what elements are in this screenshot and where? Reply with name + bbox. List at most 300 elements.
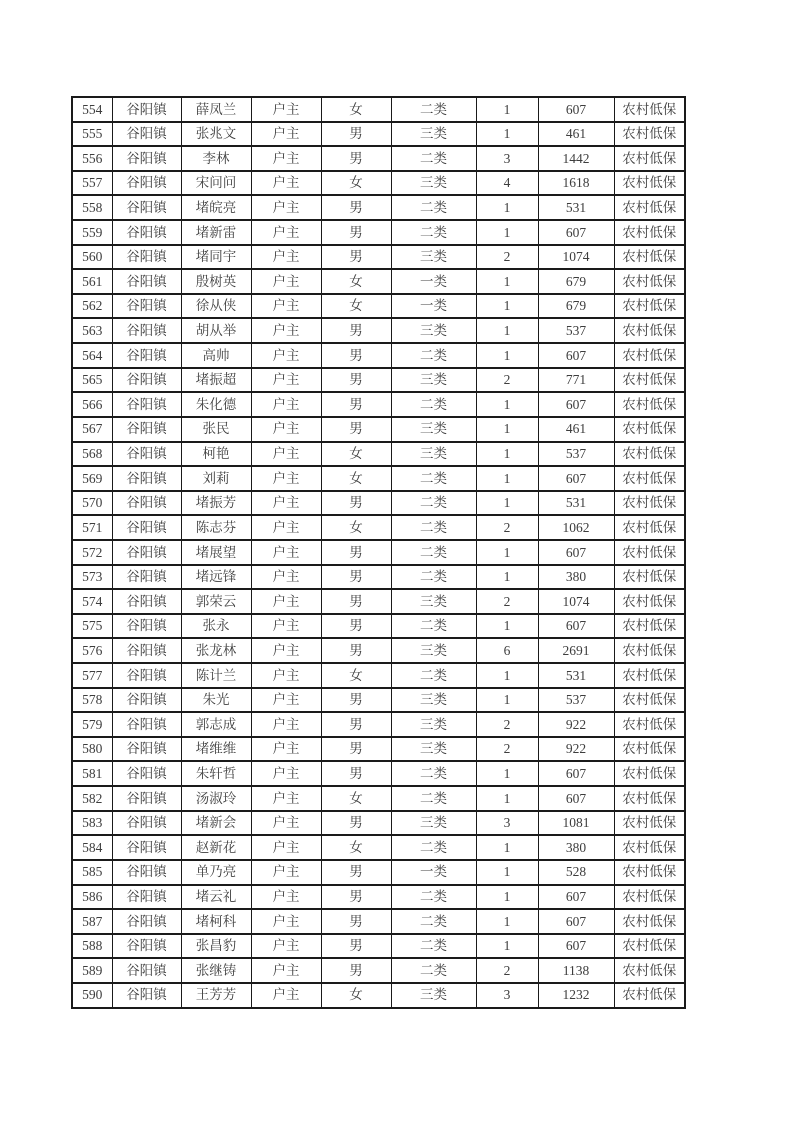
row-number-cell: 588: [72, 934, 112, 959]
relation-cell: 户主: [251, 860, 321, 885]
gender-cell: 男: [321, 220, 391, 245]
gender-cell: 男: [321, 934, 391, 959]
table-body: [72, 97, 685, 1008]
relation-cell: 户主: [251, 614, 321, 639]
relation-cell: 户主: [251, 786, 321, 811]
category-cell: 一类: [391, 294, 476, 319]
amount-cell: 607: [538, 220, 614, 245]
persons-cell: 1: [476, 220, 538, 245]
benefit-type-cell: 农村低保: [614, 958, 685, 983]
gender-cell: 男: [321, 245, 391, 270]
amount-cell: 537: [538, 442, 614, 467]
name-cell: 张昌豹: [181, 934, 251, 959]
town-cell: 谷阳镇: [112, 811, 181, 836]
relation-cell: 户主: [251, 565, 321, 590]
name-cell: 徐从侠: [181, 294, 251, 319]
persons-cell: 2: [476, 368, 538, 393]
table-row: [72, 663, 685, 688]
persons-cell: 1: [476, 417, 538, 442]
persons-cell: 1: [476, 318, 538, 343]
name-cell: 堵振超: [181, 368, 251, 393]
category-cell: 三类: [391, 368, 476, 393]
table-row: [72, 540, 685, 565]
town-cell: 谷阳镇: [112, 885, 181, 910]
gender-cell: 男: [321, 688, 391, 713]
table-row: [72, 983, 685, 1008]
amount-cell: 1618: [538, 171, 614, 196]
amount-cell: 1442: [538, 146, 614, 171]
table-row: [72, 638, 685, 663]
gender-cell: 男: [321, 761, 391, 786]
name-cell: 高帅: [181, 343, 251, 368]
table-row: [72, 368, 685, 393]
persons-cell: 2: [476, 515, 538, 540]
amount-cell: 922: [538, 737, 614, 762]
relation-cell: 户主: [251, 171, 321, 196]
table-row: [72, 761, 685, 786]
amount-cell: 380: [538, 835, 614, 860]
relation-cell: 户主: [251, 909, 321, 934]
benefit-type-cell: 农村低保: [614, 318, 685, 343]
table-row: [72, 122, 685, 147]
benefit-type-cell: 农村低保: [614, 835, 685, 860]
category-cell: 二类: [391, 466, 476, 491]
gender-cell: 男: [321, 958, 391, 983]
persons-cell: 1: [476, 466, 538, 491]
category-cell: 三类: [391, 638, 476, 663]
category-cell: 二类: [391, 885, 476, 910]
town-cell: 谷阳镇: [112, 934, 181, 959]
table-row: [72, 466, 685, 491]
row-number-cell: 589: [72, 958, 112, 983]
amount-cell: 531: [538, 195, 614, 220]
name-cell: 堵展望: [181, 540, 251, 565]
name-cell: 堵柯科: [181, 909, 251, 934]
benefit-type-cell: 农村低保: [614, 294, 685, 319]
relation-cell: 户主: [251, 885, 321, 910]
name-cell: 堵远锋: [181, 565, 251, 590]
row-number-cell: 558: [72, 195, 112, 220]
town-cell: 谷阳镇: [112, 860, 181, 885]
amount-cell: 607: [538, 97, 614, 122]
row-number-cell: 581: [72, 761, 112, 786]
town-cell: 谷阳镇: [112, 368, 181, 393]
benefit-type-cell: 农村低保: [614, 122, 685, 147]
amount-cell: 537: [538, 318, 614, 343]
table-row: [72, 318, 685, 343]
benefit-type-cell: 农村低保: [614, 688, 685, 713]
row-number-cell: 582: [72, 786, 112, 811]
table-row: [72, 146, 685, 171]
row-number-cell: 583: [72, 811, 112, 836]
persons-cell: 1: [476, 860, 538, 885]
name-cell: 陈志芬: [181, 515, 251, 540]
relation-cell: 户主: [251, 195, 321, 220]
table-row: [72, 392, 685, 417]
town-cell: 谷阳镇: [112, 245, 181, 270]
persons-cell: 1: [476, 97, 538, 122]
relation-cell: 户主: [251, 392, 321, 417]
table-row: [72, 786, 685, 811]
category-cell: 二类: [391, 195, 476, 220]
benefit-type-cell: 农村低保: [614, 663, 685, 688]
gender-cell: 男: [321, 565, 391, 590]
name-cell: 朱轩哲: [181, 761, 251, 786]
town-cell: 谷阳镇: [112, 983, 181, 1008]
relation-cell: 户主: [251, 146, 321, 171]
benefit-type-cell: 农村低保: [614, 983, 685, 1008]
row-number-cell: 554: [72, 97, 112, 122]
name-cell: 郭荣云: [181, 589, 251, 614]
benefit-type-cell: 农村低保: [614, 712, 685, 737]
gender-cell: 男: [321, 540, 391, 565]
town-cell: 谷阳镇: [112, 195, 181, 220]
persons-cell: 1: [476, 835, 538, 860]
relation-cell: 户主: [251, 318, 321, 343]
rural-benefits-table: [71, 96, 686, 1009]
persons-cell: 1: [476, 909, 538, 934]
town-cell: 谷阳镇: [112, 540, 181, 565]
amount-cell: 1138: [538, 958, 614, 983]
row-number-cell: 590: [72, 983, 112, 1008]
persons-cell: 1: [476, 565, 538, 590]
row-number-cell: 568: [72, 442, 112, 467]
row-number-cell: 570: [72, 491, 112, 516]
amount-cell: 1062: [538, 515, 614, 540]
town-cell: 谷阳镇: [112, 515, 181, 540]
row-number-cell: 576: [72, 638, 112, 663]
name-cell: 堵新雷: [181, 220, 251, 245]
gender-cell: 男: [321, 417, 391, 442]
relation-cell: 户主: [251, 269, 321, 294]
name-cell: 李林: [181, 146, 251, 171]
gender-cell: 女: [321, 97, 391, 122]
row-number-cell: 566: [72, 392, 112, 417]
amount-cell: 607: [538, 885, 614, 910]
relation-cell: 户主: [251, 122, 321, 147]
benefit-type-cell: 农村低保: [614, 146, 685, 171]
town-cell: 谷阳镇: [112, 688, 181, 713]
table-row: [72, 343, 685, 368]
category-cell: 二类: [391, 761, 476, 786]
amount-cell: 679: [538, 269, 614, 294]
table-row: [72, 614, 685, 639]
category-cell: 三类: [391, 712, 476, 737]
table-row: [72, 97, 685, 122]
persons-cell: 3: [476, 146, 538, 171]
gender-cell: 女: [321, 269, 391, 294]
benefit-type-cell: 农村低保: [614, 638, 685, 663]
benefit-type-cell: 农村低保: [614, 565, 685, 590]
category-cell: 二类: [391, 958, 476, 983]
amount-cell: 461: [538, 417, 614, 442]
name-cell: 张兆文: [181, 122, 251, 147]
benefit-type-cell: 农村低保: [614, 786, 685, 811]
category-cell: 二类: [391, 663, 476, 688]
category-cell: 二类: [391, 146, 476, 171]
town-cell: 谷阳镇: [112, 466, 181, 491]
relation-cell: 户主: [251, 737, 321, 762]
gender-cell: 女: [321, 442, 391, 467]
benefit-type-cell: 农村低保: [614, 466, 685, 491]
town-cell: 谷阳镇: [112, 565, 181, 590]
gender-cell: 男: [321, 638, 391, 663]
name-cell: 张民: [181, 417, 251, 442]
benefit-type-cell: 农村低保: [614, 909, 685, 934]
amount-cell: 607: [538, 343, 614, 368]
town-cell: 谷阳镇: [112, 318, 181, 343]
category-cell: 三类: [391, 811, 476, 836]
gender-cell: 男: [321, 712, 391, 737]
table-row: [72, 835, 685, 860]
row-number-cell: 562: [72, 294, 112, 319]
town-cell: 谷阳镇: [112, 392, 181, 417]
row-number-cell: 557: [72, 171, 112, 196]
relation-cell: 户主: [251, 934, 321, 959]
row-number-cell: 561: [72, 269, 112, 294]
relation-cell: 户主: [251, 442, 321, 467]
category-cell: 一类: [391, 269, 476, 294]
row-number-cell: 559: [72, 220, 112, 245]
name-cell: 赵新花: [181, 835, 251, 860]
table-row: [72, 442, 685, 467]
row-number-cell: 571: [72, 515, 112, 540]
category-cell: 二类: [391, 565, 476, 590]
town-cell: 谷阳镇: [112, 491, 181, 516]
amount-cell: 607: [538, 786, 614, 811]
benefit-type-cell: 农村低保: [614, 442, 685, 467]
relation-cell: 户主: [251, 491, 321, 516]
benefit-type-cell: 农村低保: [614, 589, 685, 614]
gender-cell: 女: [321, 983, 391, 1008]
benefit-type-cell: 农村低保: [614, 245, 685, 270]
amount-cell: 2691: [538, 638, 614, 663]
row-number-cell: 579: [72, 712, 112, 737]
persons-cell: 1: [476, 491, 538, 516]
amount-cell: 607: [538, 466, 614, 491]
table-row: [72, 294, 685, 319]
persons-cell: 2: [476, 958, 538, 983]
name-cell: 胡从举: [181, 318, 251, 343]
amount-cell: 1081: [538, 811, 614, 836]
amount-cell: 679: [538, 294, 614, 319]
gender-cell: 男: [321, 368, 391, 393]
benefit-type-cell: 农村低保: [614, 392, 685, 417]
row-number-cell: 578: [72, 688, 112, 713]
table-row: [72, 245, 685, 270]
name-cell: 汤淑玲: [181, 786, 251, 811]
name-cell: 堵维维: [181, 737, 251, 762]
persons-cell: 2: [476, 245, 538, 270]
town-cell: 谷阳镇: [112, 909, 181, 934]
persons-cell: 1: [476, 786, 538, 811]
persons-cell: 1: [476, 343, 538, 368]
category-cell: 二类: [391, 909, 476, 934]
category-cell: 二类: [391, 614, 476, 639]
table-row: [72, 885, 685, 910]
persons-cell: 1: [476, 761, 538, 786]
relation-cell: 户主: [251, 515, 321, 540]
relation-cell: 户主: [251, 835, 321, 860]
persons-cell: 2: [476, 737, 538, 762]
category-cell: 二类: [391, 934, 476, 959]
category-cell: 三类: [391, 983, 476, 1008]
table-row: [72, 811, 685, 836]
category-cell: 三类: [391, 737, 476, 762]
town-cell: 谷阳镇: [112, 835, 181, 860]
amount-cell: 607: [538, 934, 614, 959]
town-cell: 谷阳镇: [112, 442, 181, 467]
town-cell: 谷阳镇: [112, 146, 181, 171]
category-cell: 三类: [391, 442, 476, 467]
amount-cell: 771: [538, 368, 614, 393]
relation-cell: 户主: [251, 220, 321, 245]
row-number-cell: 580: [72, 737, 112, 762]
name-cell: 陈计兰: [181, 663, 251, 688]
name-cell: 堵同宇: [181, 245, 251, 270]
town-cell: 谷阳镇: [112, 786, 181, 811]
persons-cell: 1: [476, 934, 538, 959]
amount-cell: 607: [538, 909, 614, 934]
benefit-type-cell: 农村低保: [614, 934, 685, 959]
category-cell: 二类: [391, 343, 476, 368]
amount-cell: 380: [538, 565, 614, 590]
relation-cell: 户主: [251, 417, 321, 442]
row-number-cell: 563: [72, 318, 112, 343]
amount-cell: 607: [538, 540, 614, 565]
benefit-type-cell: 农村低保: [614, 269, 685, 294]
name-cell: 郭志成: [181, 712, 251, 737]
amount-cell: 1074: [538, 589, 614, 614]
town-cell: 谷阳镇: [112, 269, 181, 294]
name-cell: 张继铸: [181, 958, 251, 983]
relation-cell: 户主: [251, 761, 321, 786]
row-number-cell: 573: [72, 565, 112, 590]
town-cell: 谷阳镇: [112, 171, 181, 196]
persons-cell: 1: [476, 122, 538, 147]
name-cell: 张龙林: [181, 638, 251, 663]
gender-cell: 女: [321, 663, 391, 688]
benefit-type-cell: 农村低保: [614, 761, 685, 786]
town-cell: 谷阳镇: [112, 663, 181, 688]
relation-cell: 户主: [251, 589, 321, 614]
name-cell: 朱化德: [181, 392, 251, 417]
amount-cell: 537: [538, 688, 614, 713]
benefit-type-cell: 农村低保: [614, 220, 685, 245]
town-cell: 谷阳镇: [112, 958, 181, 983]
town-cell: 谷阳镇: [112, 220, 181, 245]
category-cell: 三类: [391, 171, 476, 196]
relation-cell: 户主: [251, 540, 321, 565]
amount-cell: 531: [538, 491, 614, 516]
amount-cell: 607: [538, 392, 614, 417]
row-number-cell: 574: [72, 589, 112, 614]
amount-cell: 607: [538, 614, 614, 639]
name-cell: 张永: [181, 614, 251, 639]
name-cell: 宋问问: [181, 171, 251, 196]
gender-cell: 男: [321, 885, 391, 910]
name-cell: 堵云礼: [181, 885, 251, 910]
table-row: [72, 515, 685, 540]
gender-cell: 男: [321, 146, 391, 171]
benefit-type-cell: 农村低保: [614, 885, 685, 910]
relation-cell: 户主: [251, 245, 321, 270]
relation-cell: 户主: [251, 368, 321, 393]
category-cell: 二类: [391, 515, 476, 540]
row-number-cell: 575: [72, 614, 112, 639]
relation-cell: 户主: [251, 688, 321, 713]
gender-cell: 男: [321, 614, 391, 639]
category-cell: 二类: [391, 835, 476, 860]
town-cell: 谷阳镇: [112, 614, 181, 639]
row-number-cell: 565: [72, 368, 112, 393]
benefit-type-cell: 农村低保: [614, 417, 685, 442]
benefit-type-cell: 农村低保: [614, 515, 685, 540]
gender-cell: 男: [321, 392, 391, 417]
relation-cell: 户主: [251, 638, 321, 663]
row-number-cell: 585: [72, 860, 112, 885]
town-cell: 谷阳镇: [112, 294, 181, 319]
benefit-type-cell: 农村低保: [614, 171, 685, 196]
amount-cell: 1074: [538, 245, 614, 270]
persons-cell: 1: [476, 540, 538, 565]
table-row: [72, 269, 685, 294]
relation-cell: 户主: [251, 343, 321, 368]
name-cell: 单乃亮: [181, 860, 251, 885]
persons-cell: 1: [476, 442, 538, 467]
persons-cell: 3: [476, 983, 538, 1008]
table-row: [72, 565, 685, 590]
amount-cell: 1232: [538, 983, 614, 1008]
name-cell: 朱光: [181, 688, 251, 713]
table-row: [72, 491, 685, 516]
relation-cell: 户主: [251, 958, 321, 983]
row-number-cell: 564: [72, 343, 112, 368]
table-row: [72, 171, 685, 196]
table-row: [72, 860, 685, 885]
row-number-cell: 567: [72, 417, 112, 442]
gender-cell: 男: [321, 811, 391, 836]
persons-cell: 1: [476, 392, 538, 417]
persons-cell: 1: [476, 614, 538, 639]
gender-cell: 女: [321, 515, 391, 540]
row-number-cell: 584: [72, 835, 112, 860]
row-number-cell: 587: [72, 909, 112, 934]
name-cell: 堵皖亮: [181, 195, 251, 220]
benefit-type-cell: 农村低保: [614, 737, 685, 762]
relation-cell: 户主: [251, 294, 321, 319]
persons-cell: 2: [476, 712, 538, 737]
amount-cell: 922: [538, 712, 614, 737]
gender-cell: 女: [321, 171, 391, 196]
relation-cell: 户主: [251, 663, 321, 688]
benefit-type-cell: 农村低保: [614, 811, 685, 836]
persons-cell: 1: [476, 269, 538, 294]
category-cell: 三类: [391, 122, 476, 147]
gender-cell: 男: [321, 491, 391, 516]
table-row: [72, 712, 685, 737]
category-cell: 二类: [391, 540, 476, 565]
town-cell: 谷阳镇: [112, 737, 181, 762]
gender-cell: 男: [321, 318, 391, 343]
table-row: [72, 909, 685, 934]
town-cell: 谷阳镇: [112, 638, 181, 663]
gender-cell: 女: [321, 294, 391, 319]
amount-cell: 607: [538, 761, 614, 786]
gender-cell: 男: [321, 909, 391, 934]
category-cell: 二类: [391, 491, 476, 516]
gender-cell: 男: [321, 343, 391, 368]
